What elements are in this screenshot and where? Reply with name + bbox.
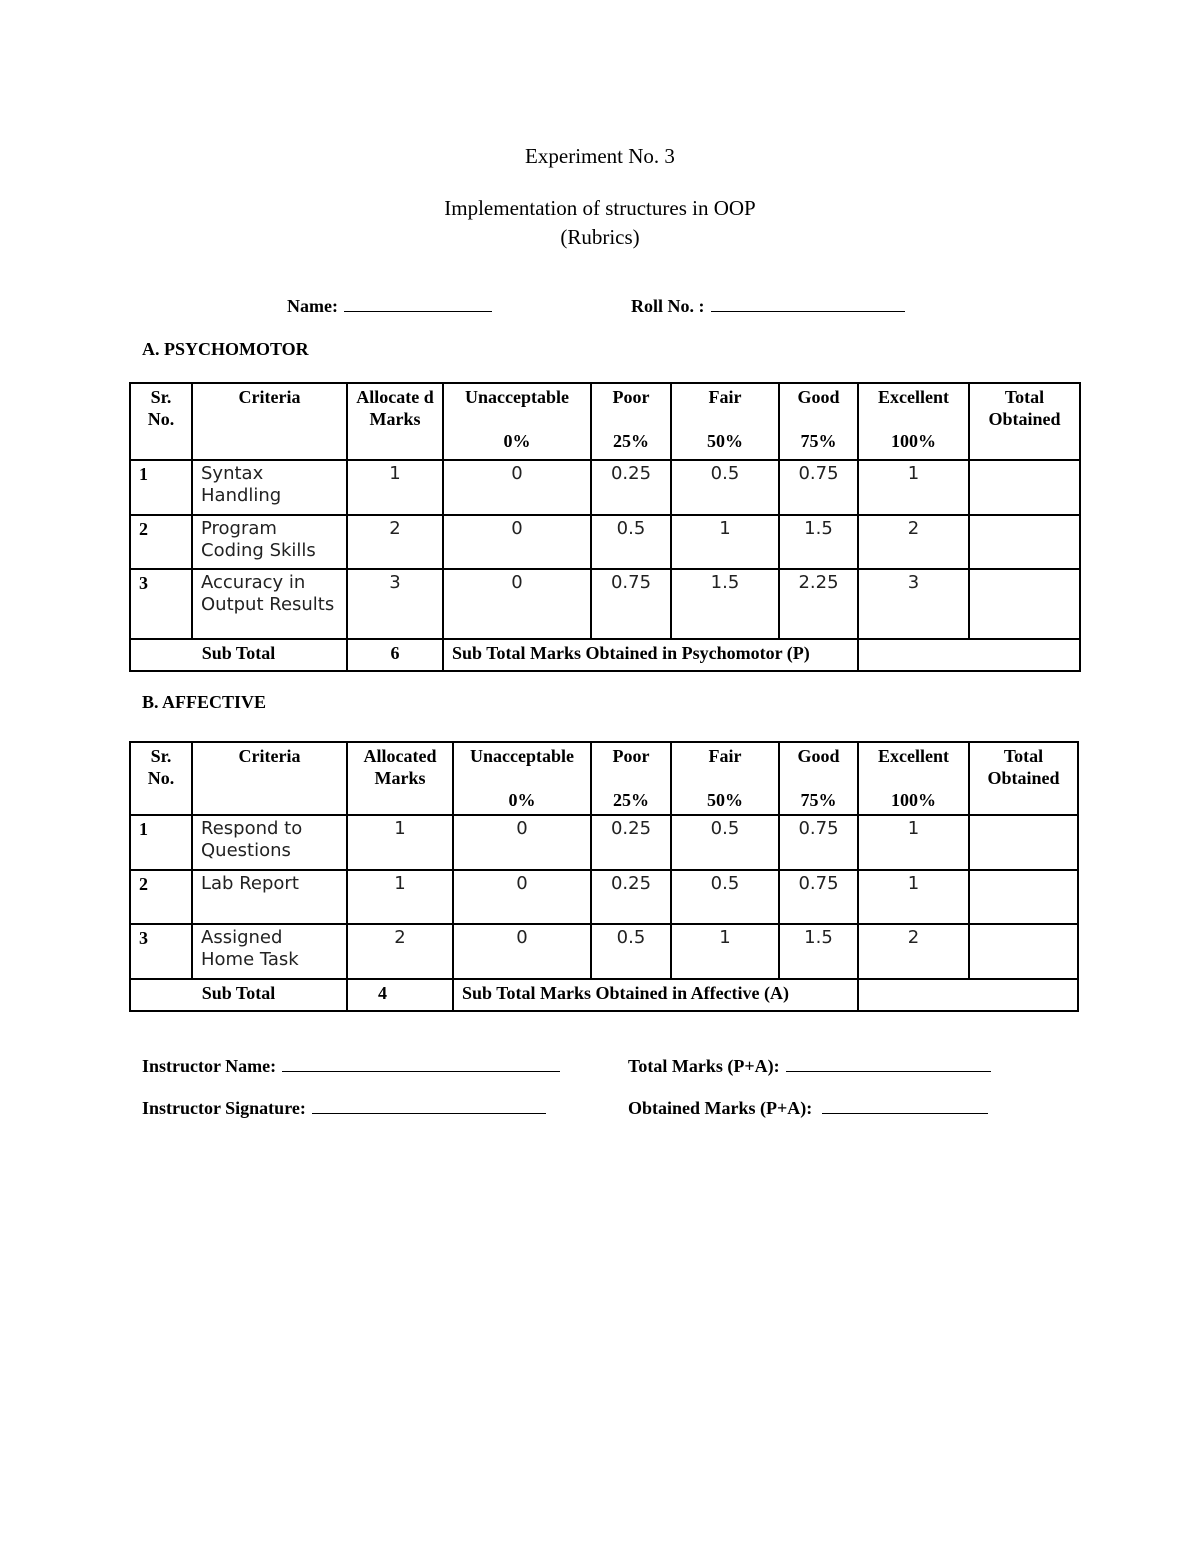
col-allocated: Allocated Marks — [347, 742, 453, 815]
affective-table — [129, 741, 1079, 1012]
row-excellent: 2 — [858, 515, 969, 569]
row-good: 2.25 — [779, 569, 858, 639]
row-total-obtained[interactable] — [969, 815, 1078, 870]
col-excellent: Excellent 100% — [858, 742, 969, 815]
row-fair: 1 — [671, 515, 779, 569]
row-criteria: Lab Report — [192, 870, 347, 924]
row-excellent: 1 — [858, 870, 969, 924]
table-row — [130, 569, 1080, 639]
row-sr: 2 — [130, 515, 192, 569]
row-unacceptable: 0 — [443, 460, 591, 515]
row-poor: 0.25 — [591, 460, 671, 515]
row-good: 1.5 — [779, 515, 858, 569]
roll-label: Roll No. : — [631, 296, 705, 316]
total-marks-field[interactable] — [786, 1055, 991, 1072]
row-excellent: 1 — [858, 460, 969, 515]
row-allocated: 1 — [347, 815, 453, 870]
row-poor: 0.75 — [591, 569, 671, 639]
affective-heading: B. AFFECTIVE — [142, 692, 267, 712]
row-criteria: Accuracy in Output Results — [192, 569, 347, 639]
psychomotor-heading: A. PSYCHOMOTOR — [142, 339, 309, 359]
row-unacceptable: 0 — [443, 569, 591, 639]
instructor-signature-label: Instructor Signature: — [142, 1098, 306, 1118]
row-good: 0.75 — [779, 460, 858, 515]
col-poor: Poor 25% — [591, 742, 671, 815]
instructor-signature-line — [142, 1097, 546, 1119]
table-row — [130, 870, 1078, 924]
col-total: Total Obtained — [969, 742, 1078, 815]
roll-field[interactable] — [711, 293, 905, 312]
col-unacceptable: Unacceptable 0% — [443, 383, 591, 460]
experiment-number: Experiment No. 3 — [525, 144, 675, 168]
table-row — [130, 924, 1078, 979]
row-allocated: 2 — [347, 515, 443, 569]
subtotal-obtained[interactable] — [858, 979, 1078, 1011]
col-sr: Sr. No. — [130, 383, 192, 460]
subtotal-label: Sub Total — [130, 639, 347, 671]
table-header-row — [130, 742, 1078, 815]
subtotal-value: 4 — [347, 979, 453, 1011]
instructor-signature-field[interactable] — [312, 1097, 546, 1114]
row-allocated: 1 — [347, 870, 453, 924]
document-subtitle: (Rubrics) — [560, 225, 640, 249]
col-sr: Sr. No. — [130, 742, 192, 815]
row-total-obtained[interactable] — [969, 924, 1078, 979]
col-good: Good 75% — [779, 383, 858, 460]
document-title: Implementation of structures in OOP — [444, 196, 756, 220]
row-fair: 0.5 — [671, 870, 779, 924]
col-fair: Fair 50% — [671, 742, 779, 815]
row-fair: 1 — [671, 924, 779, 979]
row-excellent: 2 — [858, 924, 969, 979]
row-criteria: Respond to Questions — [192, 815, 347, 870]
row-total-obtained[interactable] — [969, 870, 1078, 924]
table-row — [130, 515, 1080, 569]
row-sr: 2 — [130, 870, 192, 924]
row-sr: 1 — [130, 815, 192, 870]
row-total-obtained[interactable] — [969, 515, 1080, 569]
name-field[interactable] — [344, 293, 492, 312]
row-fair: 1.5 — [671, 569, 779, 639]
subtotal-row — [130, 639, 1080, 671]
obtained-marks-label: Obtained Marks (P+A): — [628, 1098, 813, 1118]
table-header-row — [130, 383, 1080, 460]
psychomotor-table — [129, 382, 1081, 672]
row-sr: 1 — [130, 460, 192, 515]
col-criteria: Criteria — [192, 742, 347, 815]
instructor-name-field[interactable] — [282, 1055, 560, 1072]
subtotal-row — [130, 979, 1078, 1011]
row-fair: 0.5 — [671, 815, 779, 870]
instructor-name-label: Instructor Name: — [142, 1056, 277, 1076]
row-good: 0.75 — [779, 815, 858, 870]
row-excellent: 3 — [858, 569, 969, 639]
name-label: Name: — [287, 296, 338, 316]
row-unacceptable: 0 — [453, 924, 591, 979]
row-allocated: 2 — [347, 924, 453, 979]
row-total-obtained[interactable] — [969, 460, 1080, 515]
col-criteria: Criteria — [192, 383, 347, 460]
instructor-name-line — [142, 1055, 560, 1077]
row-unacceptable: 0 — [453, 870, 591, 924]
row-good: 1.5 — [779, 924, 858, 979]
obtained-marks-field[interactable] — [822, 1097, 988, 1114]
row-sr: 3 — [130, 569, 192, 639]
row-criteria: Assigned Home Task — [192, 924, 347, 979]
total-marks-line — [628, 1055, 991, 1077]
row-unacceptable: 0 — [443, 515, 591, 569]
row-poor: 0.5 — [591, 924, 671, 979]
table-row — [130, 815, 1078, 870]
col-good: Good 75% — [779, 742, 858, 815]
row-sr: 3 — [130, 924, 192, 979]
subtotal-text: Sub Total Marks Obtained in Psychomotor (P) — [443, 639, 858, 671]
subtotal-label: Sub Total — [130, 979, 347, 1011]
row-fair: 0.5 — [671, 460, 779, 515]
subtotal-value: 6 — [347, 639, 443, 671]
row-good: 0.75 — [779, 870, 858, 924]
row-total-obtained[interactable] — [969, 569, 1080, 639]
row-poor: 0.25 — [591, 815, 671, 870]
roll-line — [631, 293, 905, 317]
obtained-marks-line — [628, 1097, 988, 1119]
row-allocated: 3 — [347, 569, 443, 639]
col-fair: Fair 50% — [671, 383, 779, 460]
subtotal-obtained[interactable] — [858, 639, 1080, 671]
row-criteria: Syntax Handling — [192, 460, 347, 515]
col-total: Total Obtained — [969, 383, 1080, 460]
total-marks-label: Total Marks (P+A): — [628, 1056, 780, 1076]
row-criteria: Program Coding Skills — [192, 515, 347, 569]
col-poor: Poor 25% — [591, 383, 671, 460]
row-excellent: 1 — [858, 815, 969, 870]
row-poor: 0.5 — [591, 515, 671, 569]
col-unacceptable: Unacceptable 0% — [453, 742, 591, 815]
subtotal-text: Sub Total Marks Obtained in Affective (A) — [453, 979, 858, 1011]
col-allocated: Allocate d Marks — [347, 383, 443, 460]
row-allocated: 1 — [347, 460, 443, 515]
table-row — [130, 460, 1080, 515]
col-excellent: Excellent 100% — [858, 383, 969, 460]
row-poor: 0.25 — [591, 870, 671, 924]
row-unacceptable: 0 — [453, 815, 591, 870]
name-line — [287, 293, 492, 317]
